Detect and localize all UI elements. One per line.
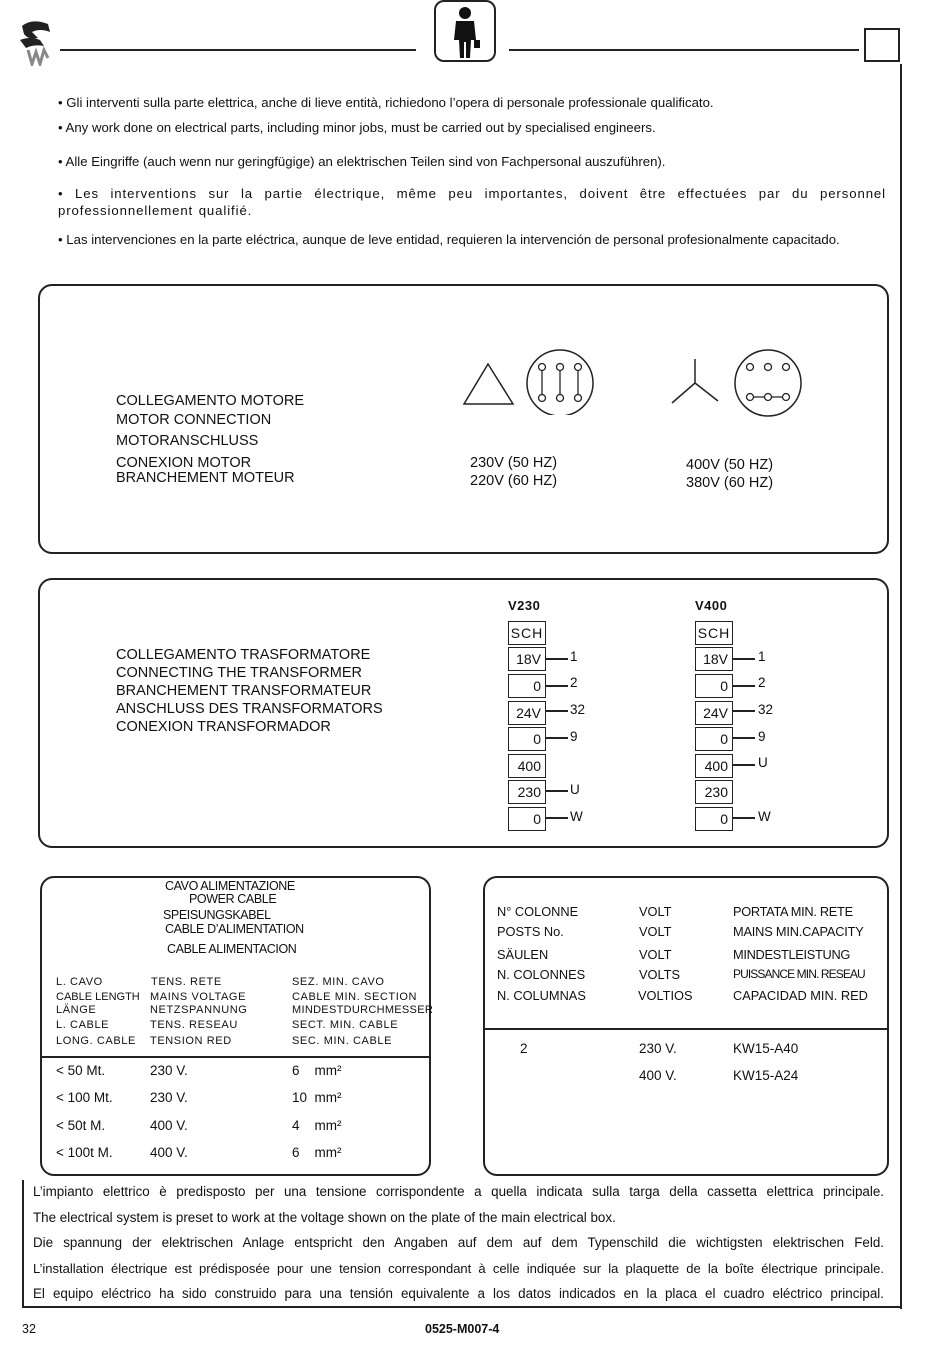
v230-header: SCH xyxy=(508,621,546,645)
cable-row-3-voltage: 400 V. xyxy=(150,1118,188,1133)
cable-col2-de: NETZSPANNUNG xyxy=(150,1004,248,1016)
cable-row-1-section: 6 mm² xyxy=(292,1063,342,1078)
columns-capacity-panel xyxy=(483,876,889,1176)
columns-col3-de: MINDESTLEISTUNG xyxy=(733,947,851,962)
columns-row-1-capacity: KW15-A40 xyxy=(733,1041,799,1056)
v230-wire-6: U xyxy=(570,782,580,797)
v400-wire-line-5 xyxy=(733,764,755,766)
cable-col1-de: LÄNGE xyxy=(56,1004,97,1016)
cable-col1-en: CABLE LENGTH xyxy=(56,991,140,1003)
v230-wire-3: 32 xyxy=(570,702,586,717)
star-voltage-50hz: 400V (50 HZ) xyxy=(686,457,774,473)
v400-wire-2: 2 xyxy=(758,675,766,690)
v230-title: V230 xyxy=(508,598,541,613)
technician-icon-frame xyxy=(434,0,496,62)
warning-en: • Any work done on electrical parts, including minor jobs, must be carried out by specialised engineers. xyxy=(58,120,656,135)
v230-wire-2: 2 xyxy=(570,675,578,690)
cable-title-es: CABLE ALIMENTACION xyxy=(167,942,297,956)
columns-col2-de: VOLT xyxy=(639,947,672,962)
columns-row-1-posts: 2 xyxy=(520,1041,528,1056)
columns-row-2-volt: 400 V. xyxy=(639,1068,677,1083)
v400-wire-line-3 xyxy=(733,710,755,712)
frame-right xyxy=(900,64,902,1309)
cable-col3-it: SEZ. MIN. CAVO xyxy=(292,976,385,988)
v230-wire-line-7 xyxy=(546,817,568,819)
cable-row-1-length: < 50 Mt. xyxy=(56,1063,106,1078)
v400-wire-line-4 xyxy=(733,737,755,739)
v400-wire-line-2 xyxy=(733,685,755,687)
delta-icon xyxy=(460,345,600,415)
columns-col2-en: VOLT xyxy=(639,924,672,939)
cable-col1-it: L. CAVO xyxy=(56,976,103,988)
cable-col3-es: SEC. MIN. CABLE xyxy=(292,1035,393,1047)
warning-de: • Alle Eingriffe (auch wenn nur geringfügige) an elektrischen Teilen sind von Fachpersonal auszuführen). xyxy=(58,154,666,169)
v400-terminal-7: 0 xyxy=(695,807,733,831)
logo xyxy=(18,18,58,66)
v400-wire-5: U xyxy=(758,755,768,770)
cable-row-4-voltage: 400 V. xyxy=(150,1145,188,1160)
v400-wire-1: 1 xyxy=(758,649,766,664)
warning-it: • Gli interventi sulla parte elettrica, anche di lieve entità, richiedono l’opera di personale professionale qualificato. xyxy=(58,95,714,110)
cable-row-2-length: < 100 Mt. xyxy=(56,1090,113,1105)
v230-wire-line-1 xyxy=(546,658,568,660)
motor-label-en: MOTOR CONNECTION xyxy=(116,412,272,428)
motor-label-it: COLLEGAMENTO MOTORE xyxy=(116,393,304,409)
columns-col1-it: N° COLONNE xyxy=(497,904,579,919)
cable-col3-de: MINDESTDURCHMESSER xyxy=(292,1004,434,1016)
v400-terminal-1: 18V xyxy=(695,647,733,671)
columns-col1-es: N. COLUMNAS xyxy=(497,988,586,1003)
v400-wire-7: W xyxy=(758,809,771,824)
columns-col1-fr: N. COLONNES xyxy=(497,967,586,982)
cable-row-4-section: 6 mm² xyxy=(292,1145,342,1160)
v400-terminal-3: 24V xyxy=(695,701,733,725)
footer-text-it: L’impianto elettrico è predisposto per una tensione corrispondente a quella indicata sulla targa della cassetta elettrica principale. xyxy=(33,1184,884,1199)
cable-col3-en: CABLE MIN. SECTION xyxy=(292,991,418,1003)
v230-terminal-block xyxy=(508,598,618,838)
v400-wire-3: 32 xyxy=(758,702,774,717)
cable-col1-fr: L. CABLE xyxy=(56,1019,110,1031)
v230-terminal-3: 24V xyxy=(508,701,546,725)
v230-wire-line-6 xyxy=(546,790,568,792)
delta-voltage-50hz: 230V (50 HZ) xyxy=(470,455,558,471)
v400-terminal-4: 0 xyxy=(695,727,733,751)
transformer-label-fr: BRANCHEMENT TRANSFORMATEUR xyxy=(116,683,372,699)
cable-row-2-section: 10 mm² xyxy=(292,1090,342,1105)
cable-title-de: SPEISUNGSKABEL xyxy=(163,908,271,922)
transformer-label-en: CONNECTING THE TRANSFORMER xyxy=(116,665,362,681)
v400-terminal-2: 0 xyxy=(695,674,733,698)
v230-terminal-4: 0 xyxy=(508,727,546,751)
motor-label-fr: BRANCHEMENT MOTEUR xyxy=(116,470,295,486)
v230-wire-line-3 xyxy=(546,710,568,712)
v230-terminal-6: 230 xyxy=(508,780,546,804)
v230-terminal-2: 0 xyxy=(508,674,546,698)
cable-row-3-section: 4 mm² xyxy=(292,1118,342,1133)
technician-icon xyxy=(436,2,494,60)
footer-text-en: The electrical system is preset to work at the voltage shown on the plate of the main electrical box. xyxy=(33,1210,616,1225)
footer-text-de: Die spannung der elektrischen Anlage entspricht den Angaben auf dem auf dem Typenschild die wichtigsten elektrischen Feld. xyxy=(33,1235,884,1250)
columns-col3-en: MAINS MIN.CAPACITY xyxy=(733,924,864,939)
v400-header: SCH xyxy=(695,621,733,645)
warning-fr: • Les interventions sur la partie électrique, même peu importantes, doivent être effectuées par du personnel professionnellement qualifié. xyxy=(58,186,886,218)
cable-row-1-voltage: 230 V. xyxy=(150,1063,188,1078)
motor-label-de: MOTORANSCHLUSS xyxy=(116,433,259,449)
v230-wire-4: 9 xyxy=(570,729,578,744)
v230-wire-line-2 xyxy=(546,685,568,687)
v400-wire-line-1 xyxy=(733,658,755,660)
v230-wire-line-4 xyxy=(546,737,568,739)
cable-row-4-length: < 100t M. xyxy=(56,1145,113,1160)
frame-bottom xyxy=(22,1306,902,1308)
footer-text-fr: L’installation électrique est prédisposée pour une tension correspondant à celle indiquée sur la plaquette de la boîte électrique principale. xyxy=(33,1261,884,1276)
v400-terminal-block xyxy=(695,598,805,838)
frame-left xyxy=(22,1180,24,1308)
transformer-label-es: CONEXION TRANSFORMADOR xyxy=(116,719,331,735)
v230-wire-7: W xyxy=(570,809,583,824)
cable-col2-es: TENSION RED xyxy=(150,1035,232,1047)
v230-terminal-7: 0 xyxy=(508,807,546,831)
columns-col1-en: POSTS No. xyxy=(497,924,564,939)
columns-row-2-capacity: KW15-A24 xyxy=(733,1068,799,1083)
v230-terminal-1: 18V xyxy=(508,647,546,671)
star-voltage-60hz: 380V (60 HZ) xyxy=(686,475,774,491)
cable-divider xyxy=(42,1056,429,1058)
warning-es: • Las intervenciones en la parte eléctrica, aunque de leve entidad, requieren la intervención de personal profesionalmente capacitado. xyxy=(58,232,840,247)
columns-row-1-volt: 230 V. xyxy=(639,1041,677,1056)
cable-title-fr: CABLE D’ALIMENTATION xyxy=(165,922,304,936)
cable-col3-fr: SECT. MIN. CABLE xyxy=(292,1019,399,1031)
page-number: 32 xyxy=(22,1322,36,1336)
transformer-label-de: ANSCHLUSS DES TRANSFORMATORS xyxy=(116,701,383,717)
transformer-label-it: COLLEGAMENTO TRASFORMATORE xyxy=(116,647,371,663)
delta-voltage-60hz: 220V (60 HZ) xyxy=(470,473,558,489)
cable-col2-it: TENS. RETE xyxy=(151,976,222,988)
columns-divider xyxy=(485,1028,887,1030)
cable-col2-fr: TENS. RESEAU xyxy=(150,1019,238,1031)
cable-row-2-voltage: 230 V. xyxy=(150,1090,188,1105)
cable-col2-en: MAINS VOLTAGE xyxy=(150,991,247,1003)
motor-label-es: CONEXION MOTOR xyxy=(116,455,252,471)
columns-col3-es: CAPACIDAD MIN. RED xyxy=(733,988,868,1003)
star-icon xyxy=(668,345,808,417)
v400-wire-4: 9 xyxy=(758,729,766,744)
page-corner-box xyxy=(864,28,900,62)
v400-terminal-6: 230 xyxy=(695,780,733,804)
v400-terminal-5: 400 xyxy=(695,754,733,778)
v230-wire-1: 1 xyxy=(570,649,578,664)
columns-col2-it: VOLT xyxy=(639,904,672,919)
columns-col3-fr: PUISSANCE MIN. RESEAU xyxy=(733,967,865,981)
cable-title-it: CAVO ALIMENTAZIONE xyxy=(165,879,295,893)
columns-col3-it: PORTATA MIN. RETE xyxy=(733,904,853,919)
columns-col2-fr: VOLTS xyxy=(639,967,681,982)
v400-wire-line-7 xyxy=(733,817,755,819)
footer-text-es: El equipo eléctrico ha sido construido para una tensión equivalente a los datos indicados en la placa el cuadro eléctrico principal. xyxy=(33,1286,884,1301)
cable-row-3-length: < 50t M. xyxy=(56,1118,106,1133)
document-code: 0525-M007-4 xyxy=(425,1322,500,1336)
v400-title: V400 xyxy=(695,598,728,613)
v230-terminal-5: 400 xyxy=(508,754,546,778)
columns-col2-es: VOLTIOS xyxy=(638,988,693,1003)
cable-col1-es: LONG. CABLE xyxy=(56,1035,136,1047)
columns-col1-de: SÄULEN xyxy=(497,947,549,962)
cable-title-en: POWER CABLE xyxy=(189,892,277,906)
